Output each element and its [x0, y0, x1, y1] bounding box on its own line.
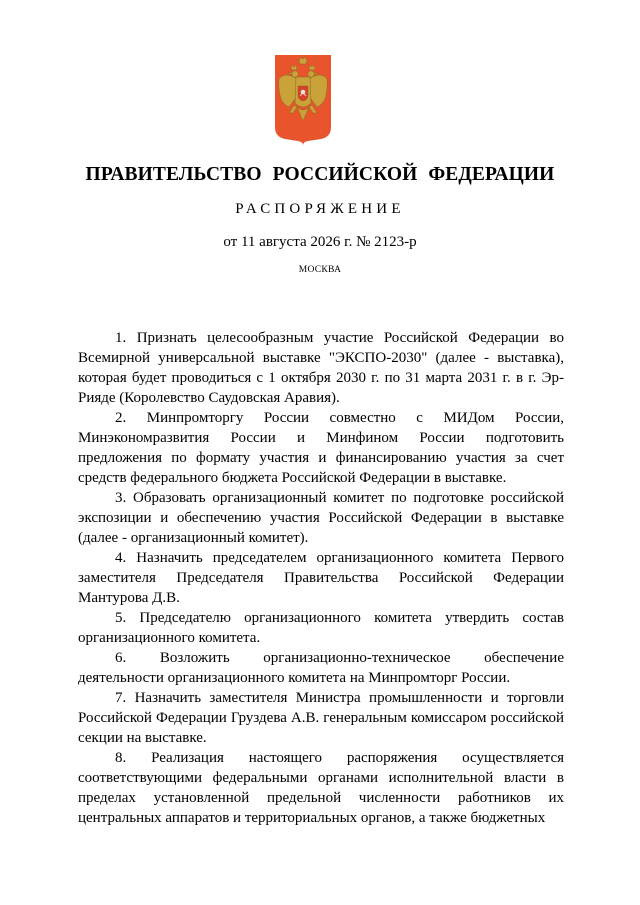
paragraph-2: 2. Минпромторгу России совместно с МИДом России, Минэкономразвития России и Минфином России подготовить предложения по формату участия и финансированию участия за счет средств федерального бюджета Российской Федерации в выставке.: [78, 410, 564, 486]
paragraph-8: 8. Реализация настоящего распоряжения осуществляется соответствующими федеральными органами исполнительной власти в пределах установленной предельной численности работников их центральных аппаратов и территориальных органов, а также бюджетных: [78, 750, 564, 826]
document-city: МОСКВА: [298, 265, 342, 275]
page-title: ПРАВИТЕЛЬСТВО РОССИЙСКОЙ ФЕДЕРАЦИИ: [85, 164, 555, 185]
document-date-number: от 11 августа 2026 г. № 2123-р: [223, 234, 417, 250]
paragraph-1: 1. Признать целесообразным участие Российской Федерации во Всемирной универсальной выставке "ЭКСПО-2030" (далее - выставка), которая будет проводиться с 1 октября 2030 г. по 31 марта 2031 г. в г. Эр-Рияде (Королевство Саудовская Аравия).: [78, 330, 564, 406]
paragraph-5: 5. Председателю организационного комитета утвердить состав организационного комитета.: [78, 610, 564, 646]
paragraph-6: 6. Возложить организационно-техническое обеспечение деятельности организационного комитета на Минпромторг России.: [78, 650, 564, 686]
paragraph-7: 7. Назначить заместителя Министра промышленности и торговли Российской Федерации Груздева А.В. генеральным комиссаром российской секции на выставке.: [78, 690, 564, 746]
paragraph-3: 3. Образовать организационный комитет по подготовке российской экспозиции и обеспечению участия Российской Федерации в выставке (далее - организационный комитет).: [78, 490, 564, 546]
document-body: [78, 328, 564, 828]
paragraph-4: 4. Назначить председателем организационного комитета Первого заместителя Председателя Правительства Российской Федерации Мантурова Д.В.: [78, 550, 564, 606]
document-type: РАСПОРЯЖЕНИЕ: [235, 201, 405, 217]
coat-of-arms-icon: [275, 55, 331, 145]
